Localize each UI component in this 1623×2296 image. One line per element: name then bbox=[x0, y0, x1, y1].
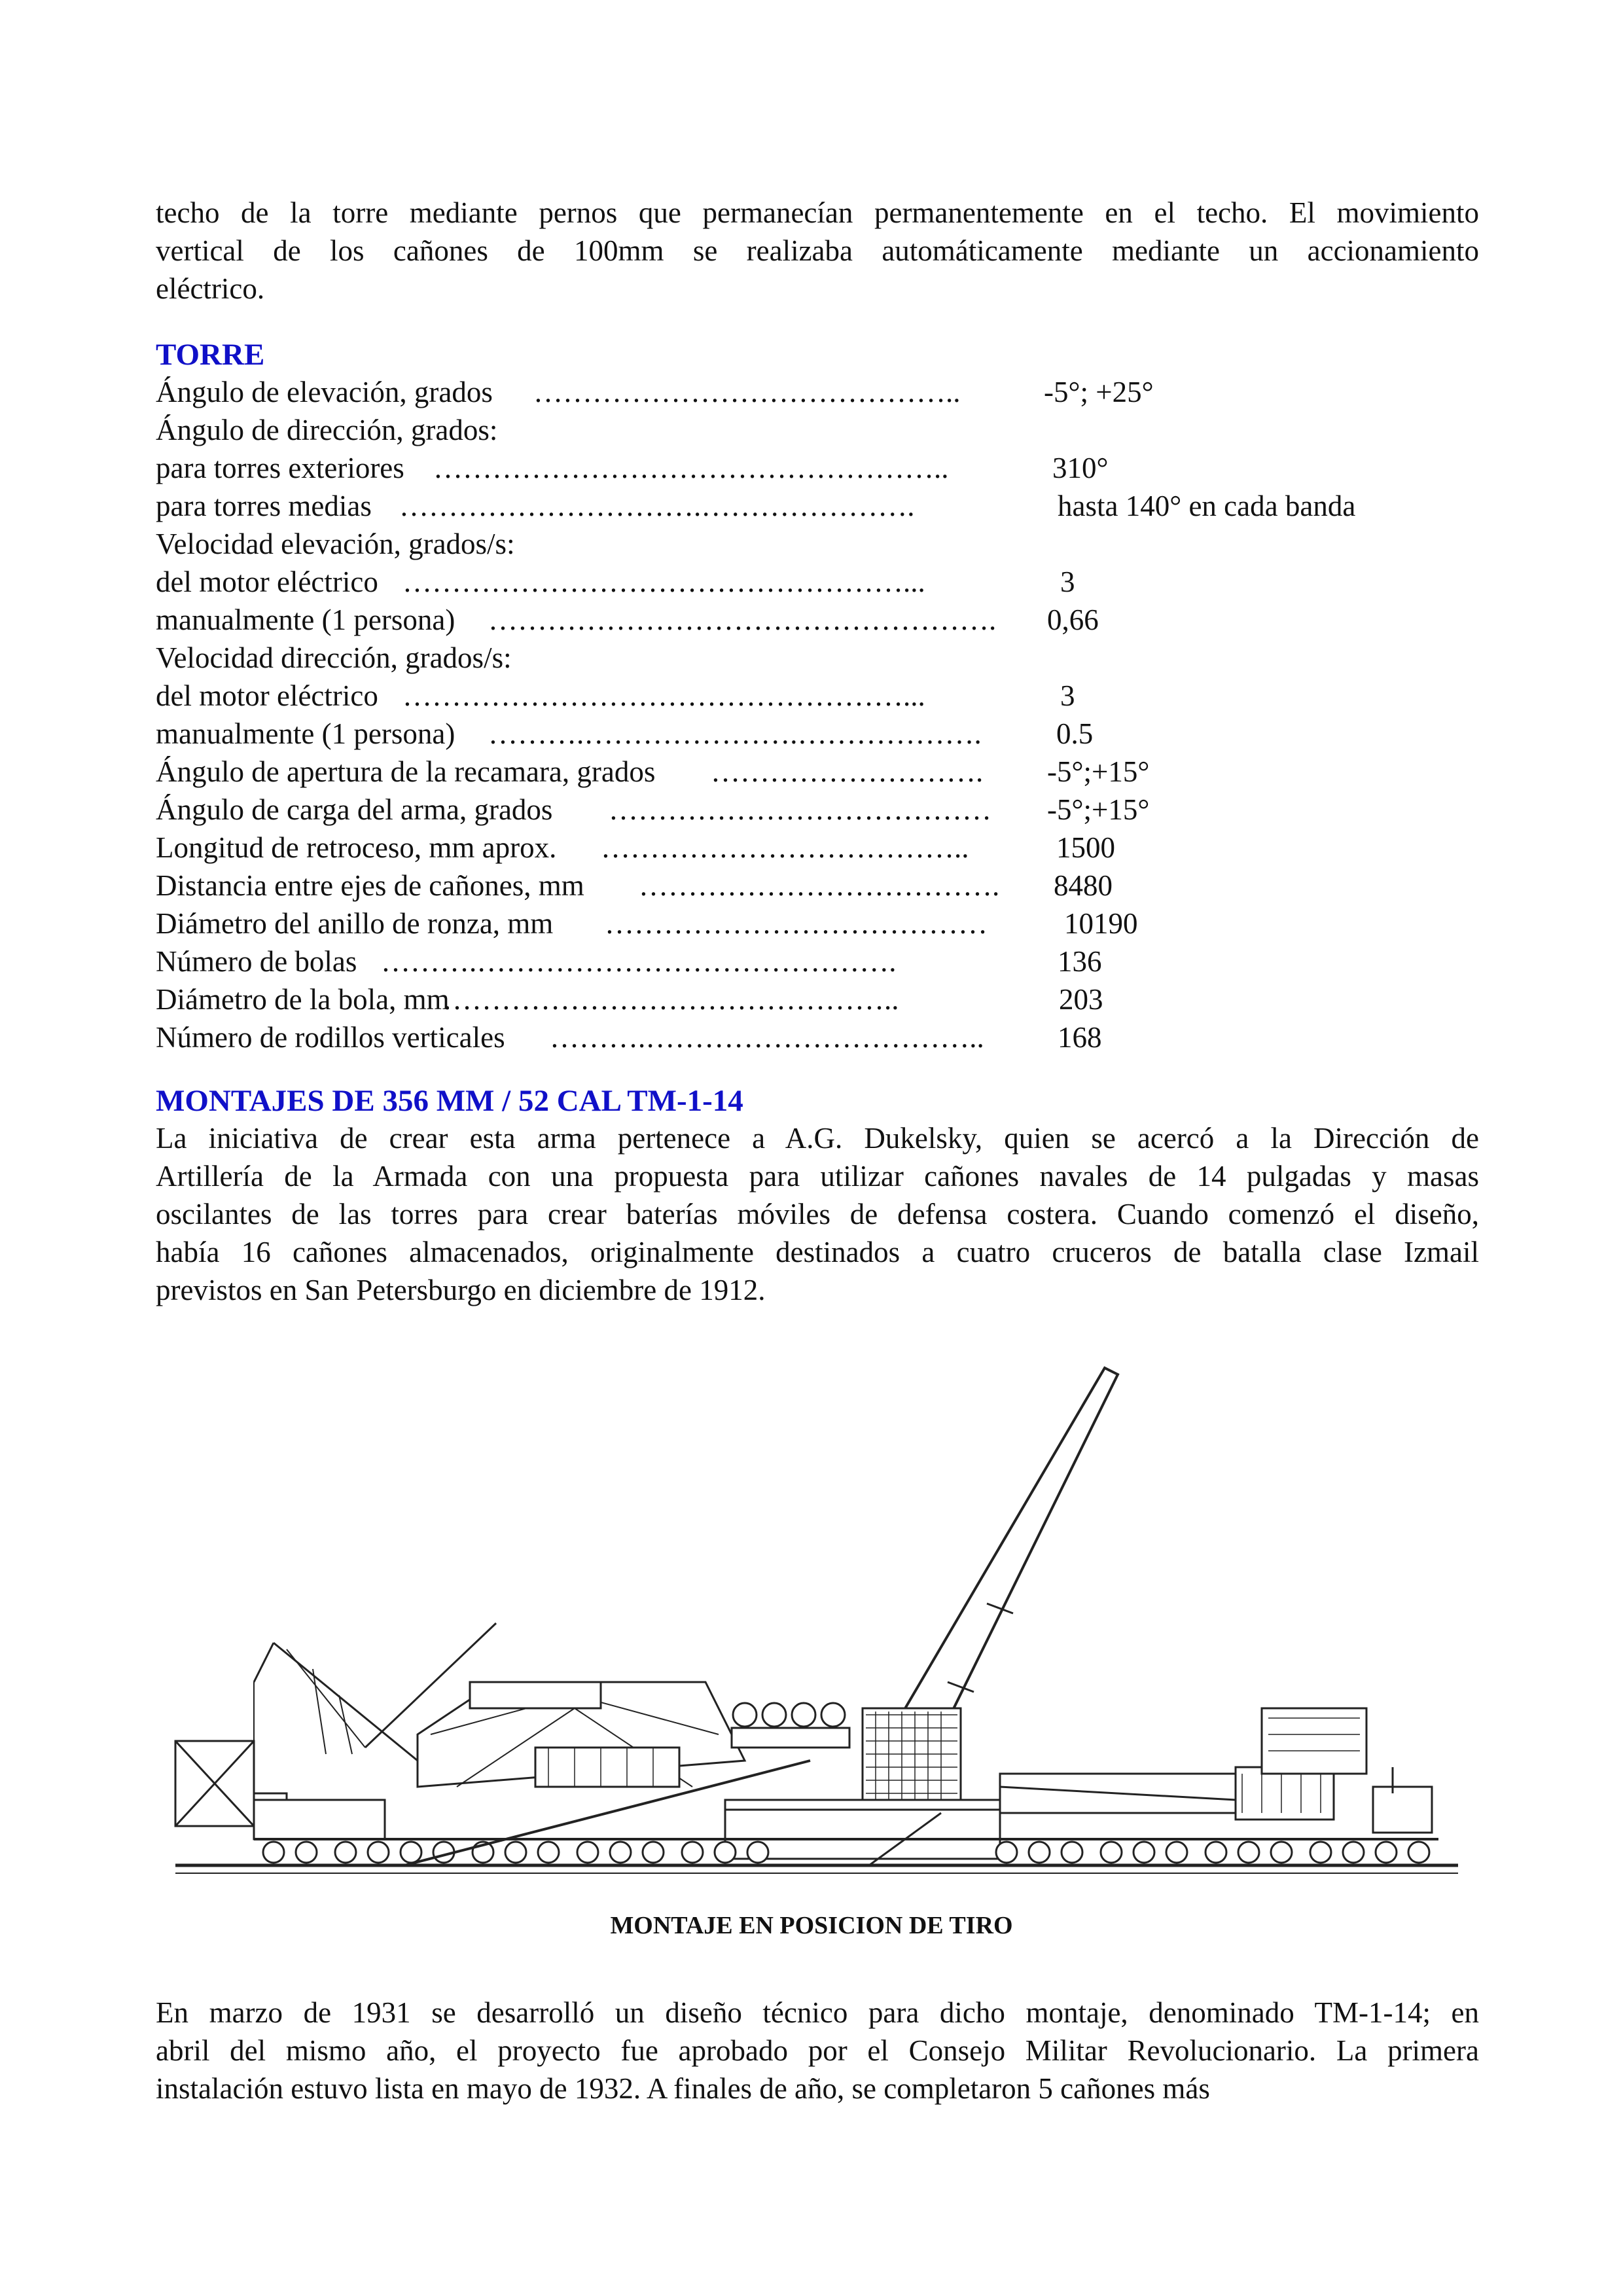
closing-line: instalación estuvo lista en mayo de 1932. A finales de año, se completaron 5 cañones más bbox=[156, 2072, 1210, 2105]
spec-leader: ………………………………. bbox=[639, 869, 1000, 902]
montajes-paragraph bbox=[156, 1119, 1479, 1309]
spec-leader: ……………………………………………... bbox=[402, 679, 925, 712]
left-wagon bbox=[175, 1741, 385, 1839]
intro-line: eléctrico. bbox=[156, 272, 265, 305]
spec-leader: ……………………………………………. bbox=[488, 603, 997, 636]
spec-label: para torres medias bbox=[156, 490, 372, 522]
montajes-line: previstos en San Petersburgo en diciembre de 1912. bbox=[156, 1274, 766, 1306]
spec-value: 0,66 bbox=[1047, 603, 1099, 636]
spec-value: 10190 bbox=[1064, 907, 1138, 940]
spec-value: -5°; +25° bbox=[1044, 376, 1154, 408]
spec-label: Número de rodillos verticales bbox=[156, 1021, 505, 1054]
spec-value: 1500 bbox=[1056, 831, 1115, 864]
intro-paragraph bbox=[156, 194, 1479, 308]
loading-frame bbox=[418, 1682, 745, 1787]
spec-label: Longitud de retroceso, mm aprox. bbox=[156, 831, 557, 864]
spec-value: 136 bbox=[1058, 945, 1102, 978]
closing-line: En marzo de 1931 se desarrolló un diseño técnico para dicho montaje, denominado TM-1-14; en bbox=[156, 1996, 1479, 2029]
spec-label: del motor eléctrico bbox=[156, 565, 378, 598]
spec-label: Diámetro del anillo de ronza, mm bbox=[156, 907, 554, 940]
intro-line: techo de la torre mediante pernos que permanecían permanentemente en el techo. El movimiento bbox=[156, 196, 1479, 229]
spec-leader: ……….……………………………………. bbox=[381, 945, 897, 978]
spec-label: Distancia entre ejes de cañones, mm bbox=[156, 869, 584, 902]
spec-value: 0.5 bbox=[1056, 717, 1094, 750]
gun-barrel bbox=[863, 1368, 1118, 1806]
spec-leader: ……………………………………………... bbox=[402, 565, 925, 598]
spec-value: 168 bbox=[1058, 1021, 1102, 1054]
spec-leader: …………………………………….. bbox=[533, 376, 961, 408]
spec-leader: ………………………. bbox=[711, 755, 984, 788]
spec-value: -5°;+15° bbox=[1047, 755, 1150, 788]
spec-label: Ángulo de dirección, grados: bbox=[156, 414, 498, 446]
spec-value: -5°;+15° bbox=[1047, 793, 1150, 826]
spec-label: Número de bolas bbox=[156, 945, 357, 978]
spec-label: Velocidad elevación, grados/s: bbox=[156, 528, 515, 560]
spec-label: Diámetro de la bola, mm bbox=[156, 983, 450, 1016]
spec-value: 3 bbox=[1060, 679, 1075, 712]
spec-leader: ……………………………………….. bbox=[442, 983, 899, 1016]
figure-caption: MONTAJE EN POSICION DE TIRO bbox=[610, 1912, 1013, 1939]
spec-label: manualmente (1 persona) bbox=[156, 603, 455, 636]
spec-leader: ………………………….…………………. bbox=[399, 490, 915, 522]
torre-heading: TORRE bbox=[156, 338, 265, 372]
spec-label: del motor eléctrico bbox=[156, 679, 378, 712]
closing-line: abril del mismo año, el proyecto fue aprobado por el Consejo Militar Revolucionario. La primera bbox=[156, 2034, 1479, 2067]
montajes-line: oscilantes de las torres para crear baterías móviles de defensa costera. Cuando comenzó el diseño, bbox=[156, 1198, 1479, 1230]
spec-value: 203 bbox=[1059, 983, 1103, 1016]
closing-paragraph bbox=[156, 1994, 1479, 2108]
spec-label: Ángulo de apertura de la recamara, grados bbox=[156, 755, 656, 788]
spec-leader: …………………………………………….. bbox=[433, 452, 949, 484]
spec-label: para torres exteriores bbox=[156, 452, 404, 484]
railway-gun-illustration bbox=[156, 1342, 1465, 1911]
montajes-line: Artillería de la Armada con una propuesta para utilizar cañones navales de 14 pulgadas y masas bbox=[156, 1160, 1479, 1193]
spec-value: 3 bbox=[1060, 565, 1075, 598]
spec-value: 310° bbox=[1052, 452, 1109, 484]
spec-label: Ángulo de elevación, grados bbox=[156, 376, 493, 408]
shells-rack bbox=[732, 1703, 849, 1748]
spec-label: Velocidad dirección, grados/s: bbox=[156, 641, 512, 674]
spec-label: Ángulo de carga del arma, grados bbox=[156, 793, 553, 826]
spec-leader: ……….………………….………………. bbox=[488, 717, 982, 750]
spec-leader: ……………………………….. bbox=[601, 831, 969, 864]
intro-line: vertical de los cañones de 100mm se realizaba automáticamente mediante un accionamiento bbox=[156, 234, 1479, 267]
spec-value: 8480 bbox=[1054, 869, 1113, 902]
spec-leader: ……….…………………………….. bbox=[550, 1021, 984, 1054]
spec-label: manualmente (1 persona) bbox=[156, 717, 455, 750]
spec-leader: ………………………………… bbox=[605, 907, 988, 940]
montajes-heading: MONTAJES DE 356 MM / 52 CAL TM-1-14 bbox=[156, 1084, 743, 1118]
spec-value: hasta 140° en cada banda bbox=[1058, 490, 1356, 522]
spec-leader: ………………………………… bbox=[609, 793, 991, 826]
montajes-line: había 16 cañones almacenados, originalmente destinados a cuatro cruceros de batalla clase Izmail bbox=[156, 1236, 1479, 1268]
montajes-line: La iniciativa de crear esta arma pertenece a A.G. Dukelsky, quien se acercó a la Dirección de bbox=[156, 1122, 1479, 1155]
